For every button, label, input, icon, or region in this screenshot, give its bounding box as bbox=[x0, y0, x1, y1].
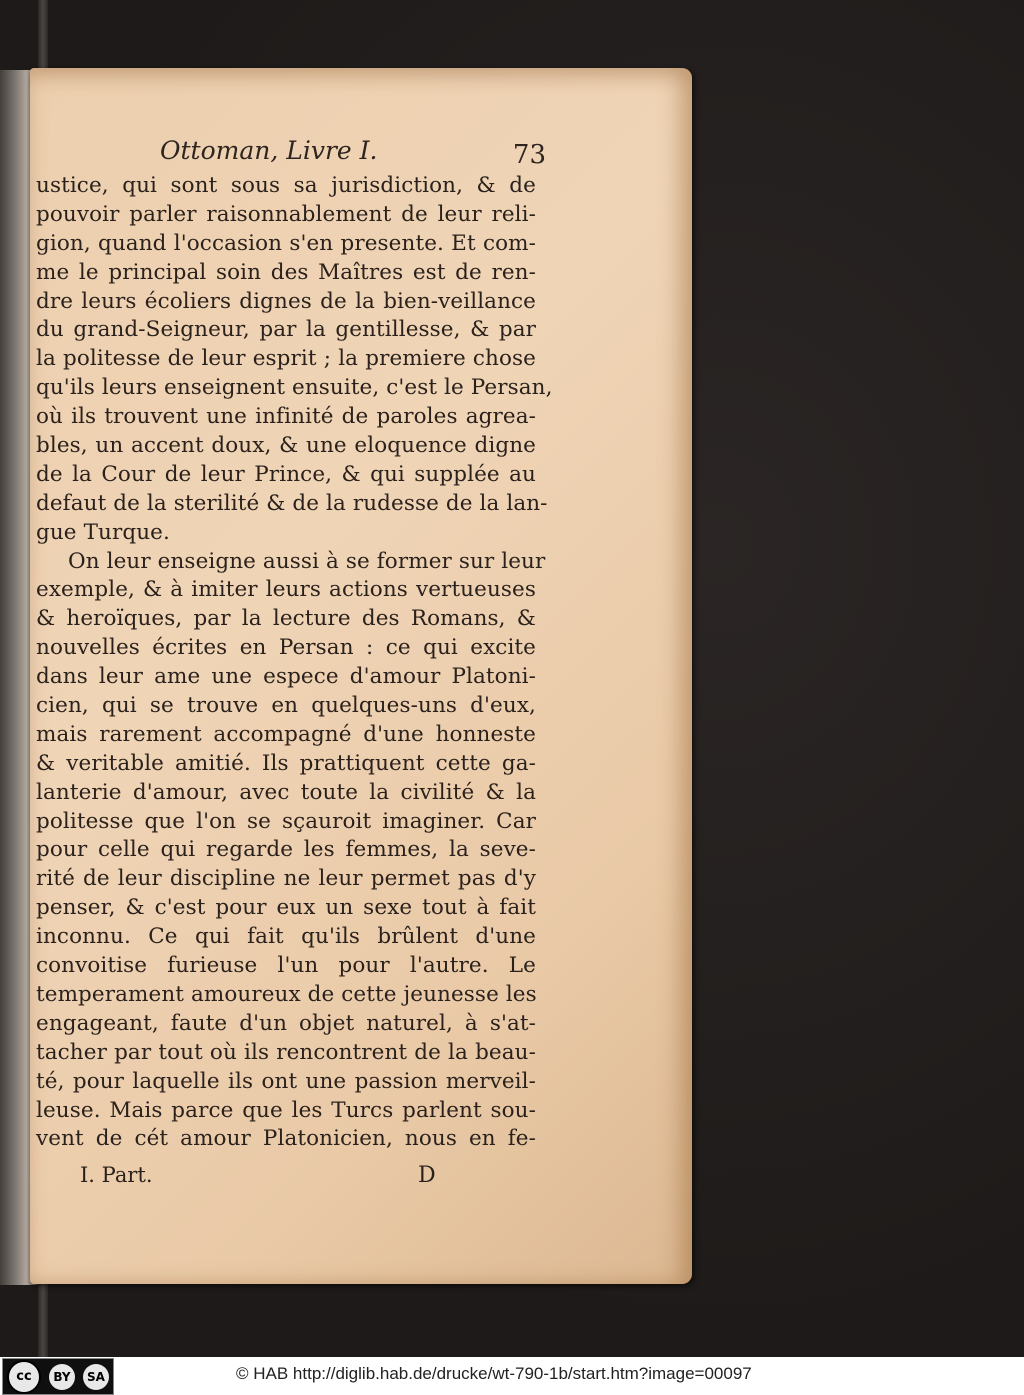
by-icon: BY bbox=[49, 1364, 75, 1390]
cc-icon: cc bbox=[7, 1360, 41, 1394]
text-line: gue Turque. bbox=[36, 519, 170, 545]
text-line: lanterie d'amour, avec toute la civilité & la bbox=[36, 779, 536, 805]
text-line: la politesse de leur esprit ; la premiere chose bbox=[36, 346, 536, 372]
body-text bbox=[36, 172, 553, 1154]
text-line: dans leur ame une espece d'amour Platoni- bbox=[36, 664, 536, 690]
text-line: ustice, qui sont sous sa jurisdiction, & de bbox=[36, 173, 536, 198]
text-line: convoitise furieuse l'un pour l'autre. Le bbox=[36, 953, 536, 979]
text-line: gion, quand l'occasion s'en presente. Et com- bbox=[36, 230, 536, 256]
text-line: me le principal soin des Maîtres est de ren- bbox=[36, 259, 536, 285]
text-line: exemple, & à imiter leurs actions vertueuses bbox=[36, 577, 536, 603]
signature-left: I. Part. bbox=[80, 1163, 153, 1187]
text-line: de la Cour de leur Prince, & qui supplée au bbox=[36, 461, 536, 487]
credit-text[interactable]: © HAB http://diglib.hab.de/drucke/wt-790-1b/start.htm?image=00097 bbox=[236, 1364, 752, 1383]
signature-mark: D bbox=[418, 1163, 436, 1188]
text-line: pour celle qui regarde les femmes, la seve- bbox=[36, 837, 536, 863]
text-line: vent de cét amour Platonicien, nous en fe- bbox=[36, 1126, 536, 1152]
text-line: inconnu. Ce qui fait qu'ils brûlent d'une bbox=[36, 924, 536, 950]
text-line: & heroïques, par la lecture des Romans, & bbox=[36, 606, 536, 632]
text-line: defaut de la sterilité & de la rudesse de la lan- bbox=[36, 490, 548, 516]
text-line: & veritable amitié. Ils prattiquent cette ga- bbox=[36, 750, 536, 776]
running-title: Ottoman, Livre I. bbox=[160, 136, 378, 165]
text-line: pouvoir parler raisonnablement de leur reli- bbox=[36, 201, 536, 227]
text-line: engageant, faute d'un objet naturel, à s'at- bbox=[36, 1010, 536, 1036]
text-line: mais rarement accompagné d'une honneste bbox=[36, 721, 536, 747]
text-line: tacher par tout où ils rencontrent de la beau- bbox=[36, 1039, 536, 1065]
text-line: qu'ils leurs enseignent ensuite, c'est le Persan, bbox=[36, 375, 553, 401]
text-line: leuse. Mais parce que les Turcs parlent sou- bbox=[36, 1097, 536, 1123]
text-line: penser, & c'est pour eux un sexe tout à fait bbox=[36, 895, 536, 921]
text-line: On leur enseigne aussi à se former sur leur bbox=[68, 548, 546, 574]
text-line: politesse que l'on se sçauroit imaginer. Car bbox=[36, 808, 536, 834]
sa-icon: SA bbox=[83, 1364, 109, 1390]
text-line: du grand-Seigneur, par la gentillesse, & par bbox=[36, 317, 536, 343]
page-number: 73 bbox=[512, 140, 546, 170]
text-line: rité de leur discipline ne leur permet pas d'y bbox=[36, 866, 536, 892]
running-header bbox=[160, 136, 546, 176]
text-line: té, pour laquelle ils ont une passion merveil- bbox=[36, 1068, 536, 1094]
text-line: cien, qui se trouve en quelques-uns d'eux, bbox=[36, 693, 536, 719]
text-line: temperament amoureux de cette jeunesse les bbox=[36, 981, 537, 1007]
text-line: où ils trouvent une infinité de paroles agrea- bbox=[36, 404, 536, 430]
text-line: bles, un accent doux, & une eloquence digne bbox=[36, 433, 536, 459]
text-line: dre leurs écoliers dignes de la bien-veillance bbox=[36, 288, 536, 314]
text-line: nouvelles écrites en Persan : ce qui excite bbox=[36, 635, 536, 661]
cc-license-badge[interactable] bbox=[2, 1358, 114, 1395]
